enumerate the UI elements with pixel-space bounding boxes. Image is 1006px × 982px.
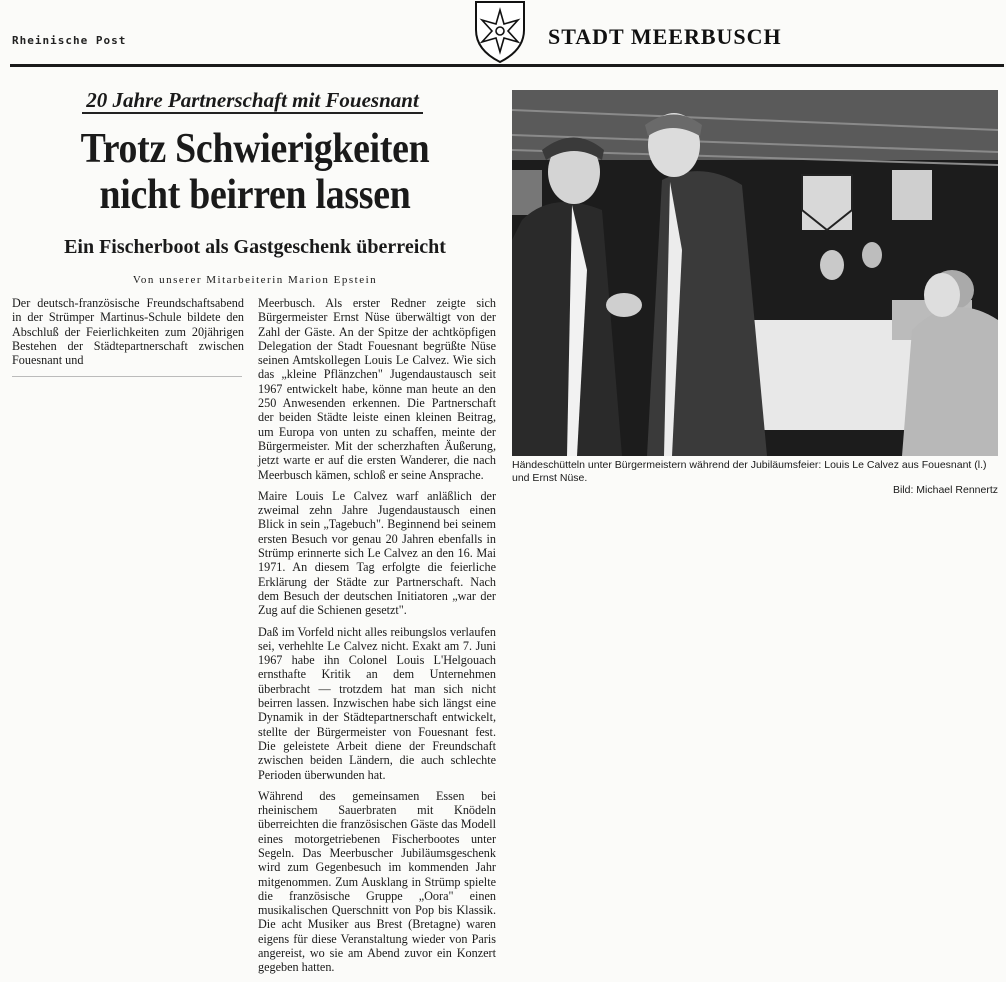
article-paragraph: Meerbusch. Als erster Redner zeigte sich Bürgermeister Ernst Nüse überwältigt von der Zahl der Gäste. An der Spitze der achtköpfigen Delegation der Stadt Fouesnant begrüßte Nüse seinen Amtskollegen Louis Le Calvez. Wie sich das „kleine Pflänzchen" Jugendaustausch seit 1967 entwickelt habe, könne man heute an den 250 Anwesenden erkennen. Die Partnerschaft der beiden Städte leiste einen kleinen Beitrag, um Europa von unten zu schaffen, meinte der Bürgermeister. Mit der scherzhaften Äußerung, jetzt warte er auf die ersten Wanderer, die nach Meerbusch kämen, schloß er seine Ansprache. bbox=[258, 296, 496, 482]
article-paragraph: Während des gemeinsamen Essen bei rheinischem Sauerbraten mit Knödeln überreichten die französischen Gäste das Modell eines motorgetriebenen Fischerbootes unter Segeln. Das Meerbuscher Jubiläumsgeschenk wird zum Gegenbesuch im kommenden Jahr mitgenommen. Zum Ausklang in Strümp spielte die französische Gruppe „Oora" einen musikalischen Querschnitt von Pop bis Klassik. Die acht Musiker aus Brest (Bretagne) waren eigens für diese Veranstaltung wieder von Paris angereist, wo sie am Abend zuvor ein Konzert gegeben hatten. bbox=[258, 788, 496, 975]
article-headline bbox=[26, 126, 485, 218]
column-divider bbox=[12, 376, 242, 377]
event-photo bbox=[512, 90, 998, 456]
article-paragraph: Der deutsch-französische Freundschaftsabend in der Strümper Martinus-Schule bildete den Abschluß der Feierlichkeiten zum 20jährigen Bestehen der Städtepartnerschaft zwischen Fouesnant und bbox=[12, 296, 244, 368]
newspaper-name: Rheinische Post bbox=[12, 34, 127, 47]
article-paragraph: Maire Louis Le Calvez warf anläßlich der zweimal zehn Jahre Jugendaustausch einen Blick in sein „Tagebuch". Beginnend bei seinem ersten Besuch vor genau 20 Jahren ebenfalls in Strümp erinnerte sich Le Calvez an den 16. Mai 1971. An diesem Tag erfolgte die feierliche Erklärung der Städte zur Partnerschaft. Nach dem Besuch der deutschen Initiatoren „war der Zug auf die Schienen gesetzt". bbox=[258, 488, 496, 618]
caption-text: Händeschütteln unter Bürgermeistern während der Jubiläumsfeier: Louis Le Calvez aus Fouesnant (l.) und Ernst Nüse. bbox=[512, 459, 987, 484]
section-title: STADT MEERBUSCH bbox=[548, 24, 782, 49]
article-subhead: Ein Fischerboot als Gastgeschenk überreicht bbox=[64, 236, 446, 258]
article-paragraph: Daß im Vorfeld nicht alles reibungslos verlaufen sei, verhehlte Le Calvez nicht. Exakt am 7. Juni 1967 habe ihn Colonel Louis L'Helgouach ernsthafte Kritik an dem Unternehmen überbracht — trotzdem hat man sich nicht beirren lassen. Inzwischen habe sich längst eine Dynamik in der Städtepartnerschaft entwickelt, stellte der Bürgermeister von Fouesnant fest. Die geleistete Arbeit diene der Freundschaft zwischen beiden Ländern, die auch schlechte Perioden überwunden hat. bbox=[258, 624, 496, 782]
article-column-2 bbox=[258, 296, 496, 982]
article-column-1 bbox=[12, 296, 244, 374]
city-coat-of-arms-icon bbox=[468, 0, 532, 64]
masthead-rule bbox=[10, 64, 1004, 67]
article-kicker bbox=[0, 88, 505, 113]
article-byline: Von unserer Mitarbeiterin Marion Epstein bbox=[132, 274, 378, 286]
photo-credit: Bild: Michael Rennertz bbox=[892, 484, 998, 496]
kicker-text: 20 Jahre Partnerschaft mit Fouesnant bbox=[82, 88, 423, 114]
photo-caption bbox=[512, 459, 998, 497]
headline-line-2: nicht beirren lassen bbox=[99, 172, 411, 218]
headline-line-1: Trotz Schwierigkeiten bbox=[80, 126, 430, 172]
